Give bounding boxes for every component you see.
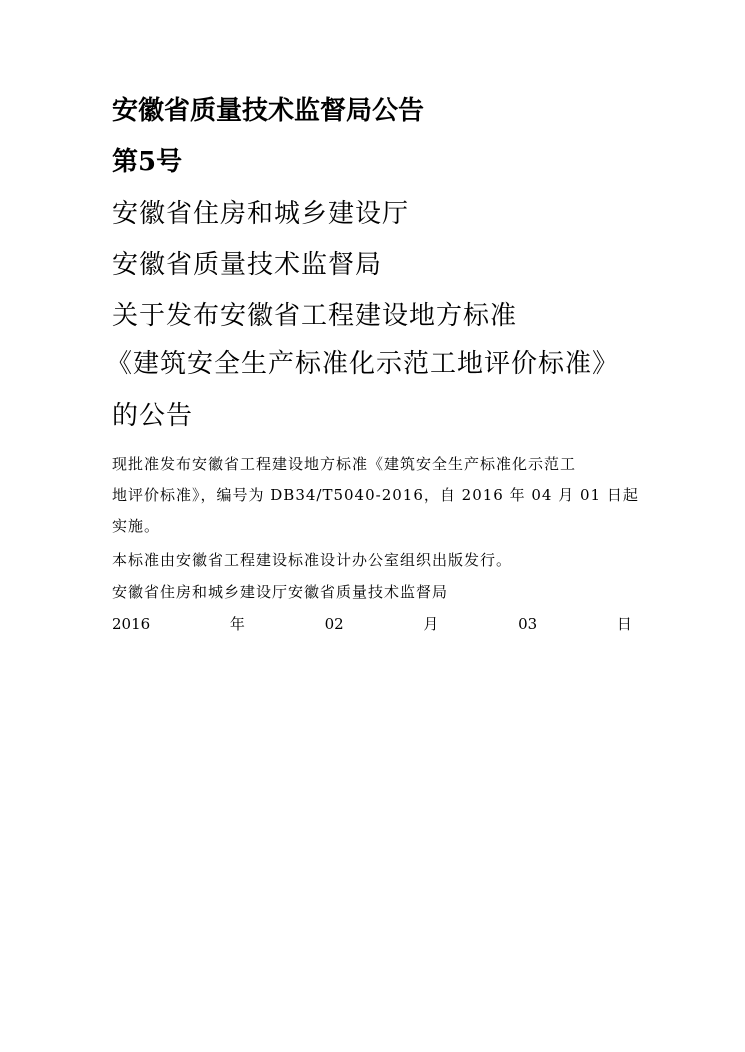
publisher-statement: 本标准由安徽省工程建设标准设计办公室组织出版发行。 [112, 551, 513, 569]
notice-number: 第5号 [112, 147, 183, 177]
body-paragraph-line-1: 现批准发布安徽省工程建设地方标准《建筑安全生产标准化示范工 [112, 455, 577, 473]
subject-line-1: 关于发布安徽省工程建设地方标准 [112, 301, 518, 331]
date-day: 03 [518, 615, 538, 633]
date-year-unit: 年 [229, 615, 245, 633]
date-year: 2016 [112, 615, 151, 633]
issuer-housing-dept: 安徽省住房和城乡建设厅 [112, 199, 410, 229]
subject-line-3: 的公告 [112, 401, 194, 431]
date-month: 02 [324, 615, 344, 633]
body-paragraph-line-3: 实施。 [112, 517, 161, 535]
standard-name: 《建筑安全生产标准化示范工地评价标准》 [106, 349, 620, 379]
signatory-line: 安徽省住房和城乡建设厅安徽省质量技术监督局 [112, 583, 449, 601]
date-day-unit: 日 [616, 615, 632, 633]
date-line [112, 614, 632, 634]
notice-title: 安徽省质量技术监督局公告 [112, 96, 425, 126]
issuer-quality-bureau: 安徽省质量技术监督局 [112, 250, 383, 280]
body-paragraph-line-2: 地评价标准》，编号为 DB34/T5040-2016，自 2016 年 04 月 01 日起 [112, 486, 639, 504]
date-month-unit: 月 [423, 615, 439, 633]
